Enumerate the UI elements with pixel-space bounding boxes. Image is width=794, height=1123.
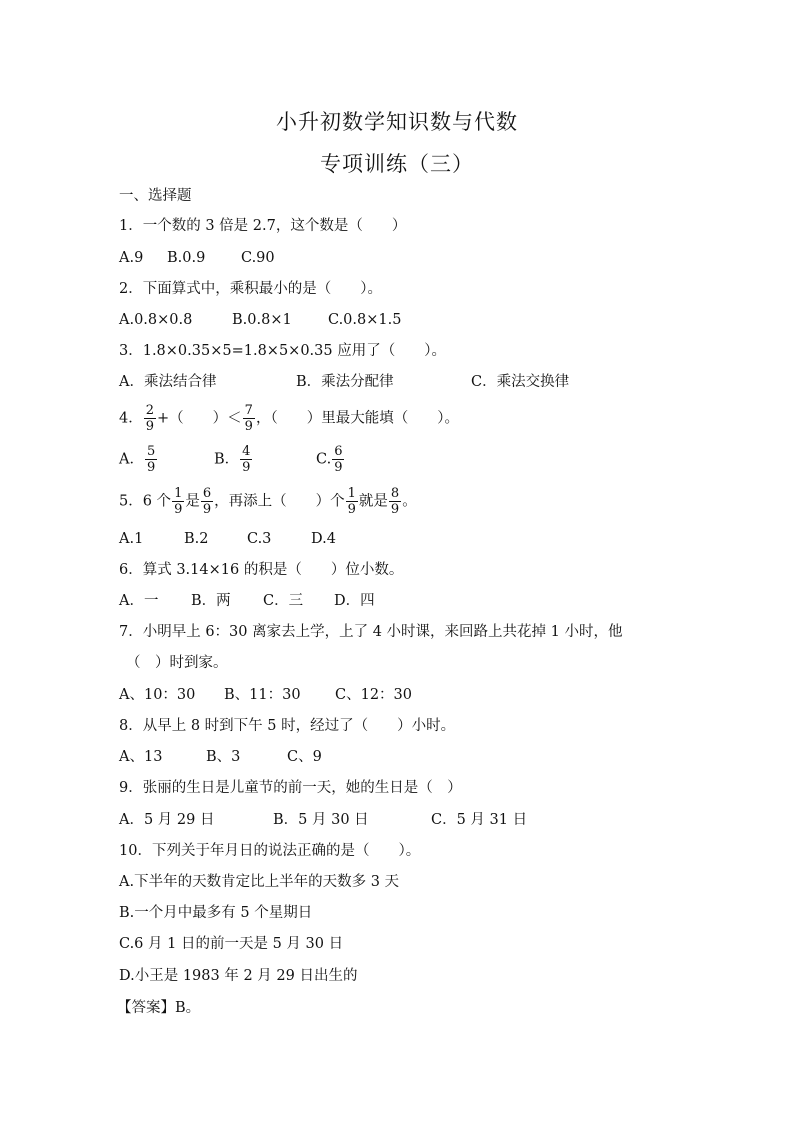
q5-fraction-4 (389, 486, 401, 517)
q4-fraction-2-denominator: 9 (244, 419, 253, 434)
q4-fraction-1 (144, 403, 156, 434)
q4-option-a-numerator: 5 (146, 444, 156, 459)
q2-option-a: A.0.8×0.8 (119, 312, 193, 328)
q5-fraction-1-denominator: 9 (174, 502, 183, 517)
question-3: 3．1.8×0.35×5=1.8×5×0.35 应用了（ ）。 (119, 343, 446, 359)
q6-option-a: A．一 (119, 593, 159, 609)
q5-option-c: C.3 (247, 531, 272, 547)
question-10: 10．下列关于年月日的说法正确的是（ ）。 (119, 843, 421, 859)
q2-option-b: B.0.8×1 (232, 312, 292, 328)
page-subtitle: 专项训练（三） (320, 152, 474, 176)
q4-option-a-label: A． (119, 451, 144, 468)
q3-option-c: C．乘法交换律 (471, 374, 570, 390)
q5-option-a: A.1 (119, 531, 144, 547)
q4-number: 4． (119, 410, 143, 427)
q5-fraction-2-denominator: 9 (202, 502, 212, 517)
q4-option-c (316, 444, 345, 475)
q4-option-c-label: C. (316, 451, 332, 468)
question-7-line-1: 7．小明早上 6：30 离家去上学，上了 4 小时课，来回路上共花掉 1 小时，他 (119, 624, 623, 640)
q5-fraction-3-denominator: 9 (347, 502, 356, 517)
q1-option-c: C.90 (241, 250, 275, 266)
q7-option-c: C、12：30 (335, 687, 412, 703)
q3-option-a: A．乘法结合律 (119, 374, 217, 390)
q4-fraction-2 (243, 403, 255, 434)
q4-option-c-numerator: 6 (334, 444, 343, 459)
q10-option-d: D.小王是 1983 年 2 月 29 日出生的 (119, 968, 358, 984)
question-4 (119, 403, 459, 434)
q4-option-b-numerator: 4 (242, 444, 251, 459)
question-6: 6．算式 3.14×16 的积是（ ）位小数。 (119, 562, 404, 578)
q9-option-b: B．5 月 30 日 (273, 812, 369, 828)
q5-fraction-2 (201, 486, 213, 517)
q4-option-b (214, 444, 253, 475)
q7-option-b: B、11：30 (224, 687, 301, 703)
q6-option-b: B．两 (191, 593, 231, 609)
page-title: 小升初数学知识数与代数 (276, 110, 518, 134)
q5-number: 5．6 个 (119, 493, 172, 510)
q4-option-b-label: B． (214, 451, 240, 468)
q4-option-a-fraction (145, 444, 157, 475)
q4-tail-text: ，（ ）里最大能填（ ）。 (255, 410, 459, 427)
q8-option-c: C、9 (287, 749, 322, 765)
question-1: 1．一个数的 3 倍是 2.7，这个数是（ ） (119, 218, 407, 234)
q6-option-d: D．四 (334, 593, 375, 609)
q4-option-c-fraction (332, 444, 344, 475)
q7-option-a: A、10：30 (119, 687, 196, 703)
q4-option-b-fraction (240, 444, 252, 475)
q5-fraction-4-denominator: 9 (390, 502, 400, 517)
q4-option-c-denominator: 9 (334, 460, 343, 475)
q4-middle-text: +（ ）＜ (157, 410, 242, 427)
question-8: 8．从早上 8 时到下午 5 时，经过了（ ）小时。 (119, 718, 456, 734)
q4-fraction-2-numerator: 7 (244, 403, 253, 418)
q5-fraction-4-numerator: 8 (390, 486, 400, 501)
q2-option-c: C.0.8×1.5 (328, 312, 402, 328)
q5-fraction-2-numerator: 6 (202, 486, 212, 501)
q3-option-b: B．乘法分配律 (296, 374, 394, 390)
q10-option-c: C.6 月 1 日的前一天是 5 月 30 日 (119, 936, 344, 952)
q5-fraction-1 (172, 486, 184, 517)
q4-fraction-1-denominator: 9 (145, 419, 155, 434)
q9-option-c: C．5 月 31 日 (431, 812, 528, 828)
question-2: 2．下面算式中，乘积最小的是（ ）。 (119, 281, 382, 297)
q5-jiu-text: 就是 (358, 493, 388, 510)
question-7-line-2: （ ）时到家。 (126, 655, 228, 671)
q10-option-b: B.一个月中最多有 5 个星期日 (119, 905, 313, 921)
q5-option-b: B.2 (184, 531, 209, 547)
q5-fraction-1-numerator: 1 (174, 486, 183, 501)
q4-option-b-denominator: 9 (242, 460, 251, 475)
q5-is-text: 是 (185, 493, 200, 510)
q8-option-b: B、3 (206, 749, 241, 765)
q5-fraction-3 (346, 486, 358, 517)
q1-option-b: B.0.9 (167, 250, 206, 266)
q6-option-c: C．三 (263, 593, 304, 609)
q9-option-a: A．5 月 29 日 (119, 812, 215, 828)
q5-middle-text: ，再添上（ ）个 (214, 493, 345, 510)
q4-option-a-denominator: 9 (146, 460, 156, 475)
q5-end-text: 。 (402, 493, 417, 510)
q4-fraction-1-numerator: 2 (145, 403, 155, 418)
answer-text: 【答案】B。 (117, 1000, 201, 1016)
q1-option-a: A.9 (119, 250, 144, 266)
q5-option-d: D.4 (311, 531, 336, 547)
q8-option-a: A、13 (119, 749, 163, 765)
question-9: 9．张丽的生日是儿童节的前一天，她的生日是（ ） (119, 780, 462, 796)
question-5 (119, 486, 417, 517)
q10-option-a: A.下半年的天数肯定比上半年的天数多 3 天 (119, 874, 400, 890)
q4-option-a (119, 444, 158, 475)
q5-fraction-3-numerator: 1 (347, 486, 356, 501)
section-heading: 一、选择题 (119, 188, 192, 204)
